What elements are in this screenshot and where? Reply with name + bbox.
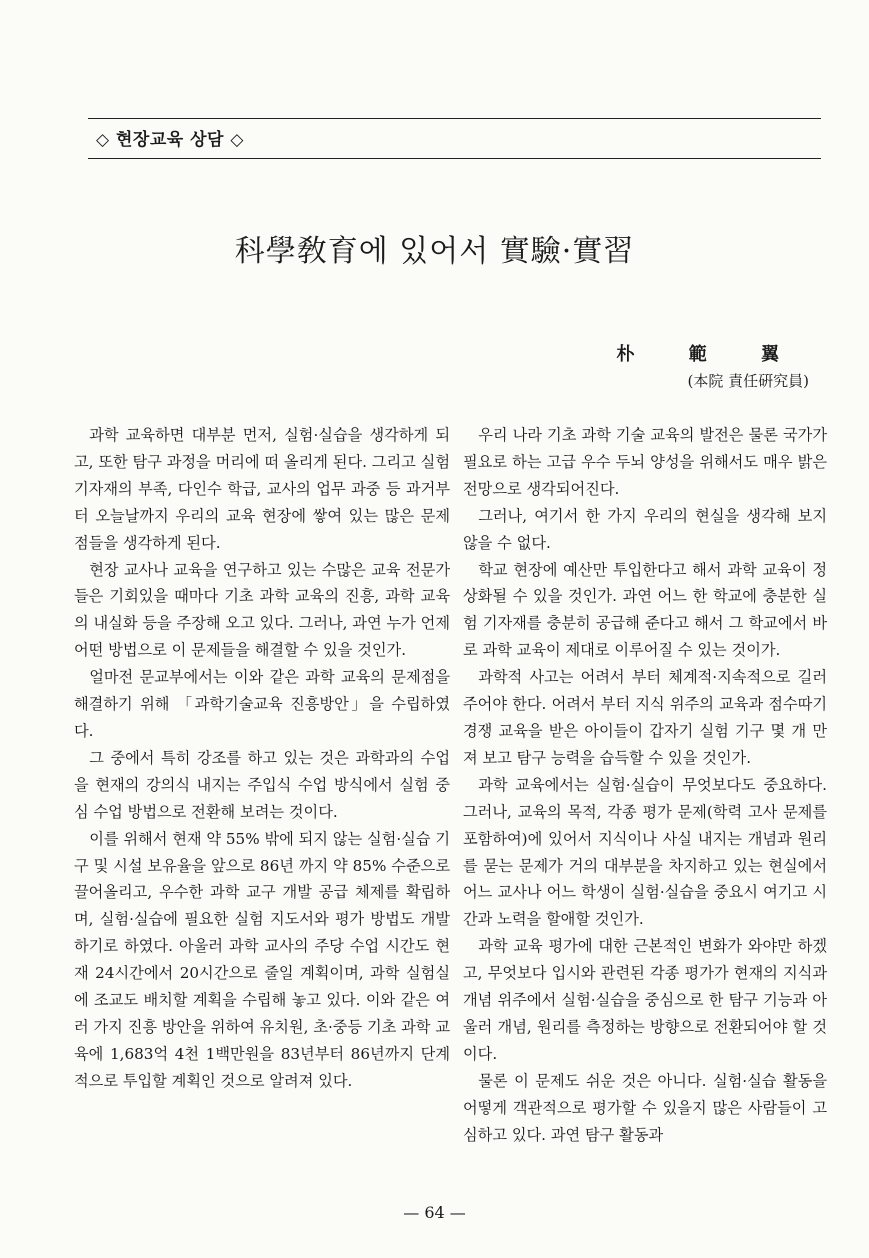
left-column [74, 422, 450, 1095]
paragraph: 과학적 사고는 어려서 부터 체계적·지속적으로 길러주어야 한다. 어려서 부터 지식 위주의 교육과 점수따기 경쟁 교육을 받은 아이들이 갑자기 실험 기구 몇 개 만져 보고 탐구 능력을 습득할 수 있을 것인가. [463, 668, 827, 767]
paragraph: 우리 나라 기초 과학 기술 교육의 발전은 물론 국가가 필요로 하는 고급 우수 두뇌 양성을 위해서도 매우 밝은 전망으로 생각되어진다. [463, 426, 827, 498]
paragraph: 얼마전 문교부에서는 이와 같은 과학 교육의 문제점을 해결하기 위해 「과학기술교육 진흥방안」을 수립하였다. [74, 668, 450, 740]
paragraph: 그러나, 여기서 한 가지 우리의 현실을 생각해 보지 않을 수 없다. [463, 506, 827, 552]
section-label: ◇ 현장교육 상담 ◇ [96, 130, 244, 150]
header-top-rule [88, 118, 821, 119]
paragraph: 과학 교육에서는 실험·실습이 무엇보다도 중요하다. 그러나, 교육의 목적, 각종 평가 문제(학력 고사 문제를 포함하여)에 있어서 지식이나 사실 내지는 개념과 원리를 묻는 문제가 거의 대부분을 차지하고 있는 현실에서 어느 교사나 어느 학생이 실험·실습을 중요시 여기고 시간과 노력을 할애할 것인가. [463, 775, 827, 929]
author-name: 朴 範 翼 [616, 344, 779, 365]
page-number: — 64 — [403, 1203, 466, 1222]
right-column [463, 422, 827, 1148]
author-block [616, 340, 809, 391]
paragraph: 과학 교육 평가에 대한 근본적인 변화가 와야만 하겠고, 무엇보다 입시와 관련된 각종 평가가 현재의 지식과 개념 위주에서 실험·실습을 중심으로 한 탐구 기능과 아울러 개념, 원리를 측정하는 방향으로 전환되어야 할 것이다. [463, 937, 827, 1063]
paragraph: 물론 이 문제도 쉬운 것은 아니다. 실험·실습 활동을 어떻게 객관적으로 평가할 수 있을지 많은 사람들이 고심하고 있다. 과연 탐구 활동과 [463, 1071, 827, 1144]
paragraph: 학교 현장에 예산만 투입한다고 해서 과학 교육이 정상화될 수 있을 것인가. 과연 어느 한 학교에 충분한 실험 기자재를 충분히 공급해 준다고 해서 그 학교에서 바로 과학 교육이 제대로 이루어질 수 있는 것이가. [463, 560, 827, 660]
article-title: 科學敎育에 있어서 實驗·實習 [234, 234, 635, 269]
paragraph: 현장 교사나 교육을 연구하고 있는 수많은 교육 전문가들은 기회있을 때마다 기초 과학 교육의 진흥, 과학 교육의 내실화 등을 주장해 오고 있다. 그러나, 과연 누가 언제 어떤 방법으로 이 문제들을 해결할 수 있을 것인가. [74, 560, 450, 660]
header-bottom-rule [88, 158, 821, 159]
paragraph: 이를 위해서 현재 약 55% 밖에 되지 않는 실험·실습 기구 및 시설 보유율을 앞으로 86년 까지 약 85% 수준으로 끌어올리고, 우수한 과학 교구 개발 공급 체제를 확립하며, 실험·실습에 필요한 실험 지도서와 평가 방법도 개발하기로 하였다. 아울러 과학 교사의 주당 수업 시간도 현재 24시간에서 20시간으로 줄일 계획이며, 과학 실험실에 조교도 배치할 계획을 수립해 놓고 있다. 이와 같은 여러 가지 진흥 방안을 위하여 유치원, 초·중등 기초 과학 교육에 1,683억 4천 1백만원을 83년부터 86년까지 단계적으로 투입할 계획인 것으로 알려져 있다. [74, 829, 450, 1090]
paragraph: 과학 교육하면 대부분 먼저, 실험·실습을 생각하게 되고, 또한 탐구 과정을 머리에 떠 올리게 된다. 그리고 실험 기자재의 부족, 다인수 학급, 교사의 업무 과중 등 과거부터 오늘날까지 우리의 교육 현장에 쌓여 있는 많은 문제점들을 생각하게 된다. [74, 426, 450, 552]
author-affiliation: (本院 責任硏究員) [687, 372, 809, 390]
paragraph: 그 중에서 특히 강조를 하고 있는 것은 과학과의 수업을 현재의 강의식 내지는 주입식 수업 방식에서 실험 중심 수업 방법으로 전환해 보려는 것이다. [74, 748, 450, 821]
